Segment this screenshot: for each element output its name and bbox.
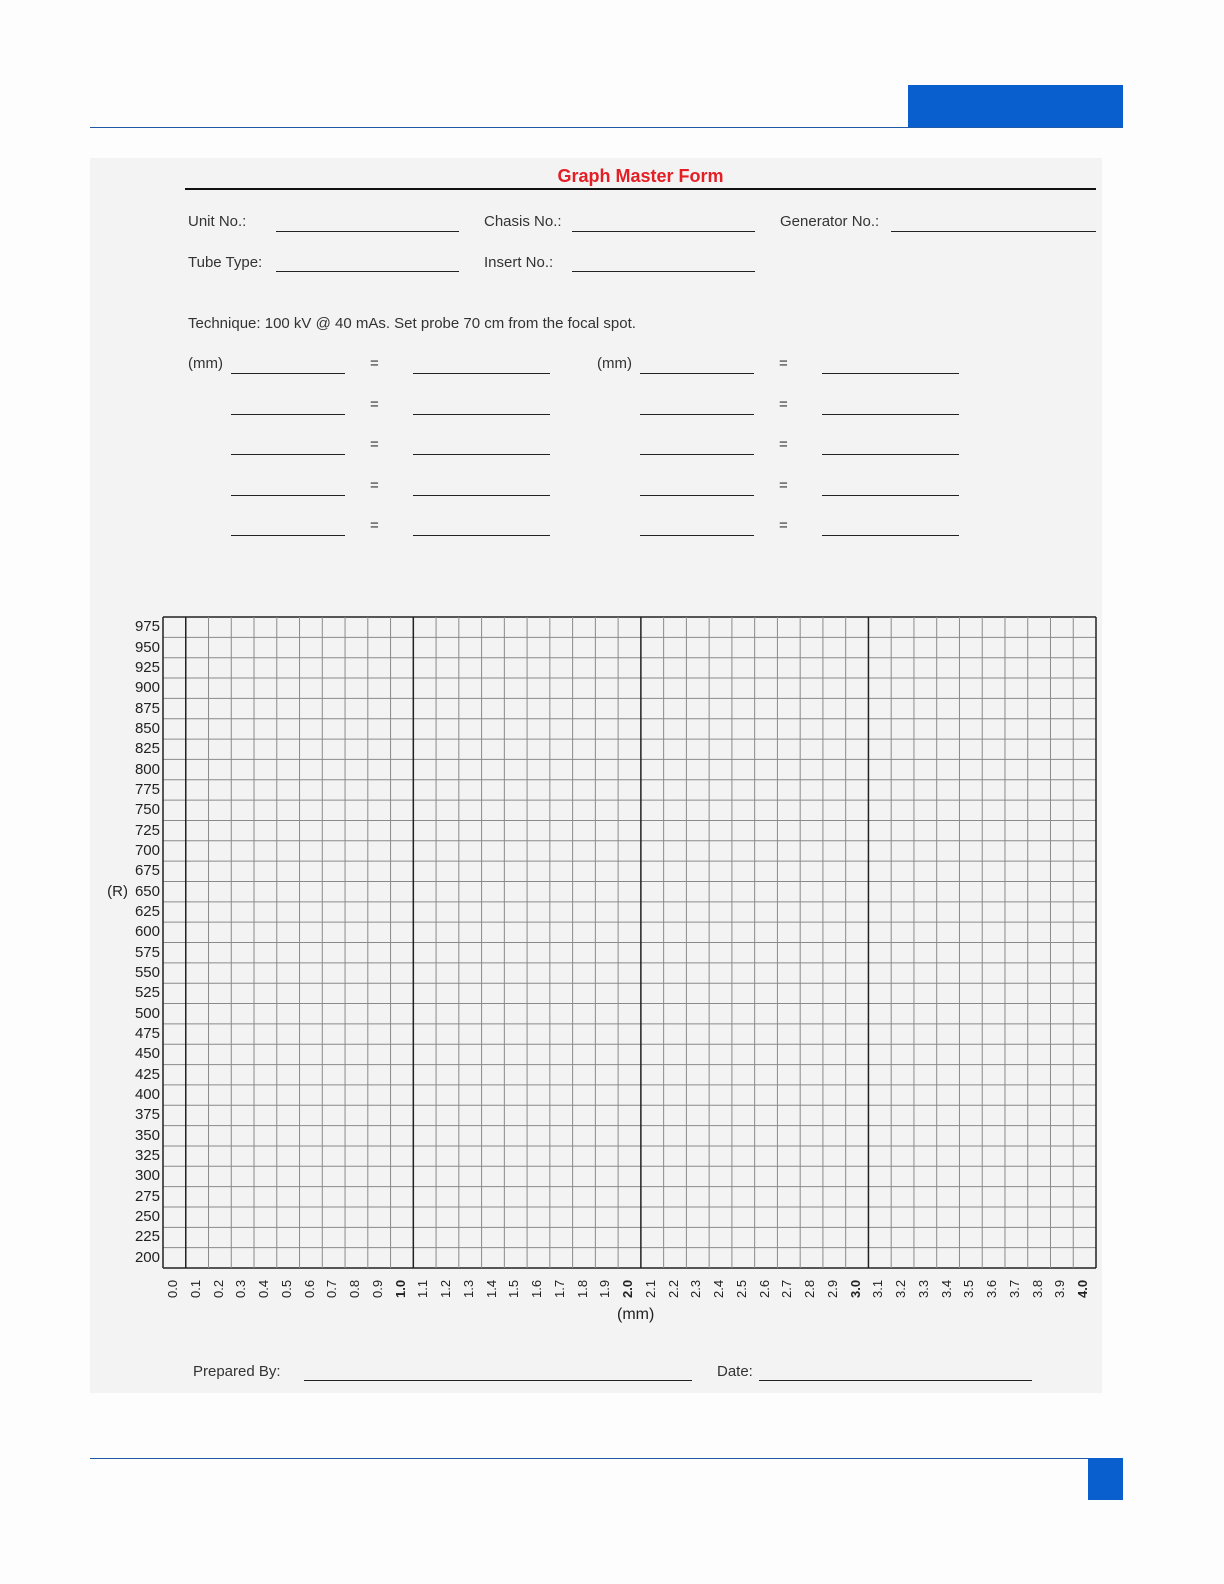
mm-label: (mm)	[597, 355, 632, 372]
y-tick-label: 950	[134, 638, 160, 656]
x-tick-label: 1.1	[415, 1279, 431, 1298]
chasis-label: Chasis No.:	[484, 213, 562, 230]
x-tick-label: 3.9	[1052, 1279, 1068, 1298]
form-title: Graph Master Form	[557, 166, 724, 186]
equals-sign: =	[370, 517, 379, 534]
x-tick-label: 4.0	[1075, 1279, 1091, 1298]
mm-label: (mm)	[188, 355, 223, 372]
x-tick-label: 3.3	[915, 1279, 931, 1298]
y-tick-label: 350	[134, 1126, 160, 1144]
equals-sign: =	[370, 355, 379, 372]
equals-sign: =	[370, 436, 379, 453]
y-tick-label: 300	[134, 1167, 160, 1185]
x-tick-label: 1.7	[551, 1279, 567, 1298]
x-tick-label: 2.8	[802, 1279, 818, 1298]
x-tick-label: 3.0	[847, 1279, 863, 1298]
x-tick-label: 3.6	[984, 1279, 1000, 1298]
y-tick-label: 400	[134, 1086, 160, 1104]
equals-sign: =	[779, 477, 788, 494]
footer-rule	[90, 1458, 1123, 1459]
tube-type-label: Tube Type:	[188, 254, 263, 271]
x-tick-label: 1.9	[597, 1279, 613, 1298]
unit-label: Unit No.:	[188, 213, 247, 230]
y-tick-label: 825	[134, 740, 160, 758]
x-tick-label: 2.3	[688, 1279, 704, 1298]
x-tick-label: 3.5	[961, 1279, 977, 1298]
y-tick-label: 800	[134, 760, 160, 778]
x-tick-label: 0.0	[165, 1279, 180, 1298]
x-tick-label: 2.0	[620, 1279, 636, 1298]
equals-sign: =	[370, 477, 379, 494]
x-tick-label: 1.5	[506, 1279, 522, 1298]
y-tick-label: 675	[134, 862, 160, 880]
y-tick-label: 975	[134, 618, 160, 636]
x-tick-label: 2.7	[779, 1279, 795, 1298]
x-tick-label: 3.1	[870, 1279, 886, 1298]
y-tick-label: 875	[134, 699, 160, 717]
y-tick-label: 225	[134, 1228, 160, 1246]
date-label: Date:	[717, 1363, 753, 1380]
y-tick-label: 625	[134, 902, 160, 920]
y-tick-label: 475	[134, 1025, 160, 1043]
x-tick-label: 0.3	[233, 1279, 249, 1298]
y-tick-label: 725	[134, 821, 160, 839]
x-tick-label: 1.8	[574, 1279, 590, 1298]
y-tick-label: 750	[134, 801, 160, 819]
y-tick-label: 925	[134, 658, 160, 676]
y-tick-label: 850	[134, 719, 160, 737]
y-tick-label: 250	[134, 1208, 160, 1226]
y-tick-label: 575	[134, 943, 160, 961]
prepared-by-label: Prepared By:	[193, 1363, 281, 1380]
y-tick-label: 775	[134, 780, 160, 798]
equals-sign: =	[779, 436, 788, 453]
x-tick-label: 1.3	[460, 1279, 476, 1298]
x-tick-label: 2.9	[824, 1279, 840, 1298]
x-axis-label: (mm)	[617, 1306, 655, 1323]
x-tick-label: 0.8	[347, 1279, 363, 1298]
x-tick-label: 2.2	[665, 1279, 681, 1298]
x-tick-label: 1.0	[392, 1279, 408, 1298]
y-tick-label: 325	[134, 1147, 160, 1165]
y-tick-label: 375	[134, 1106, 160, 1124]
x-tick-label: 3.8	[1029, 1279, 1045, 1298]
equals-sign: =	[779, 396, 788, 413]
x-tick-label: 0.7	[324, 1279, 340, 1298]
y-tick-label: 650	[134, 882, 160, 900]
x-tick-label: 0.2	[210, 1279, 226, 1298]
technique-text: Technique: 100 kV @ 40 mAs. Set probe 70 cm from the focal spot.	[188, 315, 636, 332]
y-tick-label: 900	[134, 679, 160, 697]
y-tick-label: 200	[134, 1248, 160, 1266]
x-tick-label: 1.4	[483, 1279, 499, 1298]
equals-sign: =	[370, 396, 379, 413]
footer-tab	[1088, 1458, 1123, 1500]
generator-label: Generator No.:	[780, 213, 880, 230]
x-tick-label: 3.4	[938, 1279, 954, 1298]
y-tick-label: 600	[134, 923, 160, 941]
y-tick-label: 425	[134, 1065, 160, 1083]
y-axis-label: (R)	[107, 883, 128, 900]
prepared-by-field[interactable]	[304, 1380, 692, 1381]
x-tick-label: 0.5	[278, 1279, 294, 1298]
x-tick-label: 1.6	[529, 1279, 545, 1298]
x-tick-label: 1.2	[438, 1279, 454, 1298]
y-tick-label: 500	[134, 1004, 160, 1022]
x-tick-label: 2.6	[756, 1279, 772, 1298]
x-tick-label: 3.7	[1006, 1279, 1022, 1298]
y-tick-label: 700	[134, 841, 160, 859]
y-tick-label: 450	[134, 1045, 160, 1063]
x-tick-label: 0.1	[187, 1279, 203, 1298]
x-tick-label: 3.2	[893, 1279, 909, 1298]
x-tick-label: 2.4	[711, 1279, 727, 1298]
x-tick-label: 0.9	[369, 1279, 385, 1298]
x-tick-label: 2.5	[733, 1279, 749, 1298]
y-tick-label: 550	[134, 964, 160, 982]
x-tick-label: 2.1	[642, 1279, 658, 1298]
x-tick-label: 0.6	[301, 1279, 317, 1298]
y-tick-label: 525	[134, 984, 160, 1002]
x-tick-label: 0.4	[256, 1279, 272, 1298]
equals-sign: =	[779, 517, 788, 534]
date-field[interactable]	[759, 1380, 1032, 1381]
equals-sign: =	[779, 355, 788, 372]
y-tick-label: 275	[134, 1187, 160, 1205]
insert-label: Insert No.:	[484, 254, 554, 271]
